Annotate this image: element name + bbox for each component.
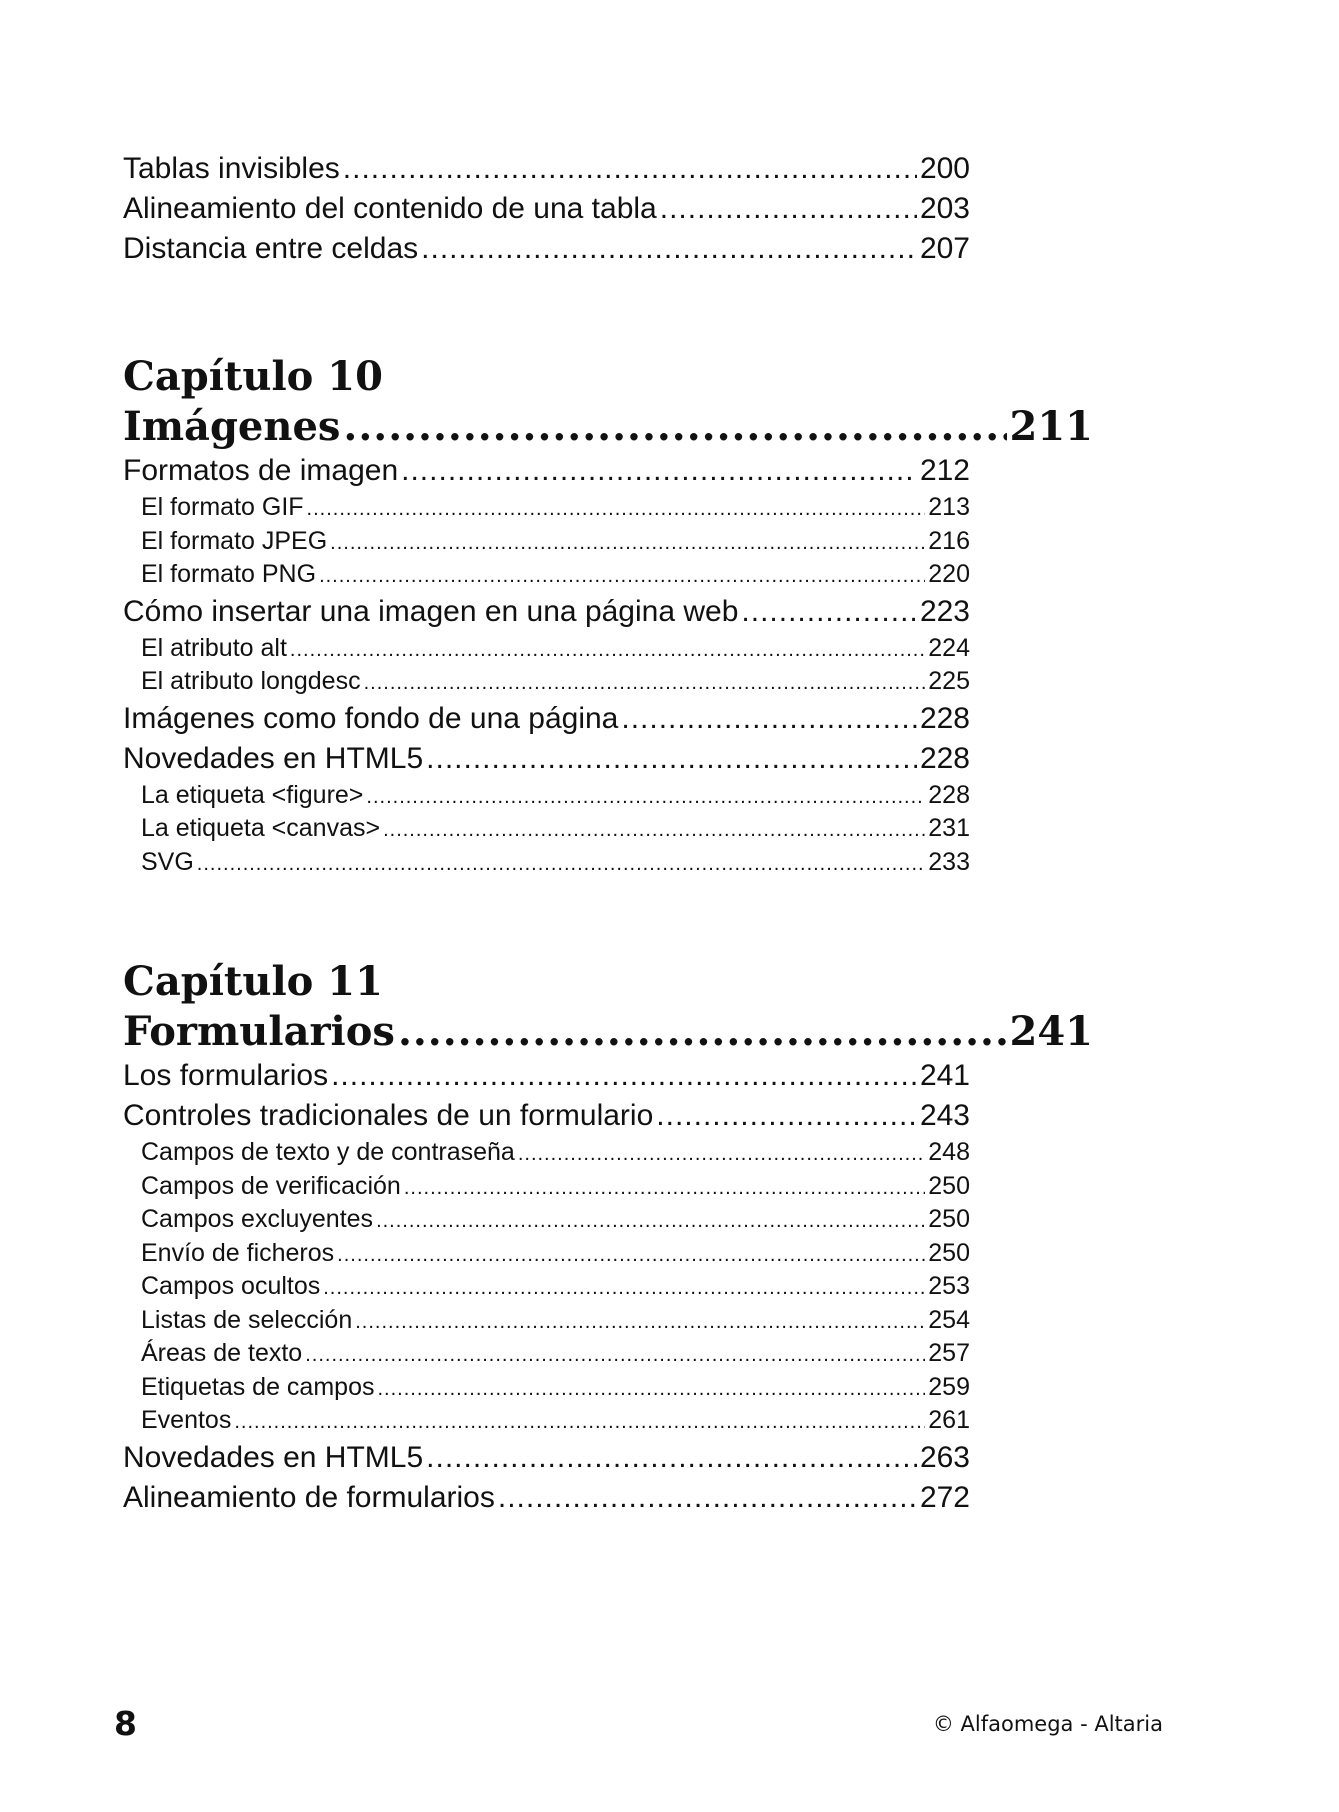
toc-entry-page: 213 [928,493,970,521]
toc-subentry [123,1337,970,1371]
dot-leader [319,560,925,592]
toc-entry-title: Listas de selección [141,1305,353,1334]
chapter-page: 211 [1009,403,1093,450]
toc-subentry [123,665,970,699]
toc-entry-title: Alineamiento de formularios [123,1480,495,1514]
toc-entry-page: 228 [928,780,970,809]
toc-entry [123,699,970,739]
toc-entry-page: 207 [919,232,970,265]
toc-entry-page: 250 [928,1205,970,1233]
toc-entry-page: 216 [928,526,970,555]
toc-subentry [123,1203,970,1237]
dot-leader [518,1138,925,1170]
toc-entry-title: Novedades en HTML5 [123,1440,424,1474]
toc-subentry [123,632,970,666]
toc-subentry [123,491,970,525]
toc-entry-page: 259 [928,1372,970,1401]
toc-entry [123,739,970,779]
chapter-11-title [123,1007,1093,1057]
toc-entry-page: 231 [928,814,970,842]
dot-leader [330,527,925,559]
toc-entry-title: Campos de texto y de contraseña [141,1138,515,1166]
dot-leader [660,189,917,229]
toc-entry-title: Campos ocultos [141,1272,321,1300]
toc-entry-title: Campos de verificación [141,1171,401,1200]
chapter-11-entries [123,1056,970,1518]
dot-leader [401,451,917,491]
toc-entry-page: 212 [919,454,970,487]
toc-entry-title: El formato GIF [141,493,304,521]
toc-entry-title: Etiquetas de campos [141,1372,375,1401]
toc-entry-title: El formato PNG [141,560,317,588]
toc-entry-title: Tablas invisibles [123,152,340,185]
toc-entry-page: 261 [928,1406,970,1434]
toc-entry-page: 263 [919,1440,970,1474]
dot-leader [398,1007,1007,1057]
toc-entry-title: Distancia entre celdas [123,232,419,265]
toc-entry-title: SVG [141,847,194,876]
toc-subentry [123,1304,970,1338]
toc-entry-page: 225 [928,667,970,695]
toc-entry [123,1478,970,1518]
toc-entry-page: 272 [919,1480,970,1514]
toc-entry-page: 250 [928,1238,970,1267]
toc-entry-title: La etiqueta <canvas> [141,814,381,842]
toc-subentry [123,779,970,813]
toc-entry [123,229,970,269]
toc-entry-page: 250 [928,1171,970,1200]
toc-entry-title: La etiqueta <figure> [141,780,364,809]
toc-entry-page: 233 [928,847,970,876]
toc-entry-page: 257 [928,1339,970,1367]
toc-entry-title: Eventos [141,1406,232,1434]
toc-entry-page: 220 [928,560,970,588]
toc-subentry [123,1136,970,1170]
toc-entry-page: 243 [919,1099,970,1132]
dot-leader [377,1373,925,1405]
dot-leader [343,149,917,189]
toc-subentry [123,1371,970,1405]
dot-leader [421,229,917,269]
toc-entry-title: El formato JPEG [141,526,328,555]
toc-entry-title: Novedades en HTML5 [123,741,424,775]
toc-entry-page: 248 [928,1138,970,1166]
dot-leader [741,592,917,632]
toc-entry-page: 203 [919,192,970,225]
chapter-10-entries [123,451,970,879]
toc-entry-page: 228 [919,741,970,775]
toc-entry [123,451,970,491]
toc-entry-page: 228 [919,701,970,735]
toc-entry-title: Campos excluyentes [141,1205,374,1233]
toc-entry-title: Alineamiento del contenido de una tabla [123,192,657,225]
dot-leader [376,1205,925,1237]
toc-entry-title: Cómo insertar una imagen en una página web [123,594,739,628]
toc-subentry [123,1170,970,1204]
copyright-notice: © Alfaomega - Altaria [932,1712,1163,1736]
dot-leader [331,1056,917,1096]
chapter-title-text: Formularios [123,1008,395,1055]
chapter-title-text: Imágenes [123,403,341,450]
dot-leader [364,667,926,699]
dot-leader [621,699,917,739]
toc-top-section [123,149,970,269]
toc-subentry [123,812,970,846]
toc-entry [123,1438,970,1478]
toc-subentry [123,525,970,559]
dot-leader [383,814,925,846]
dot-leader [323,1272,925,1304]
toc-subentry [123,846,970,880]
toc-entry [123,1056,970,1096]
toc-entry-title: Formatos de imagen [123,454,399,487]
toc-subentry [123,1237,970,1271]
dot-leader [426,739,917,779]
toc-entry-page: 200 [919,152,970,185]
dot-leader [498,1478,917,1518]
dot-leader [307,493,926,525]
toc-entry-page: 253 [928,1272,970,1300]
dot-leader [337,1239,925,1271]
dot-leader [234,1406,925,1438]
toc-entry-page: 254 [928,1305,970,1334]
toc-entry-title: Envío de ficheros [141,1238,335,1267]
dot-leader [366,781,925,813]
toc-entry [123,592,970,632]
dot-leader [197,848,925,880]
page-number: 8 [114,1704,137,1743]
chapter-10-title [123,402,1093,452]
toc-entry [123,149,970,189]
toc-subentry [123,1404,970,1438]
dot-leader [343,402,1006,452]
toc-entry-title: Los formularios [123,1059,329,1092]
toc-entry-title: Imágenes como fondo de una página [123,701,619,735]
toc-entry-title: Controles tradicionales de un formulario [123,1099,654,1132]
toc-entry-title: El atributo longdesc [141,667,361,695]
toc-entry-page: 223 [919,594,970,628]
chapter-11-label: Capítulo 11 [123,958,383,1005]
toc-entry [123,1096,970,1136]
dot-leader [290,634,925,666]
chapter-page: 241 [1009,1008,1093,1055]
dot-leader [355,1306,925,1338]
toc-entry-page: 224 [928,633,970,662]
toc-entry-title: El atributo alt [141,633,287,662]
toc-subentry [123,1270,970,1304]
dot-leader [426,1438,917,1478]
chapter-10-label: Capítulo 10 [123,353,383,400]
toc-entry-title: Áreas de texto [141,1339,303,1367]
toc-entry [123,189,970,229]
dot-leader [305,1339,925,1371]
dot-leader [656,1096,917,1136]
toc-subentry [123,558,970,592]
dot-leader [404,1172,925,1204]
toc-entry-page: 241 [919,1059,970,1092]
